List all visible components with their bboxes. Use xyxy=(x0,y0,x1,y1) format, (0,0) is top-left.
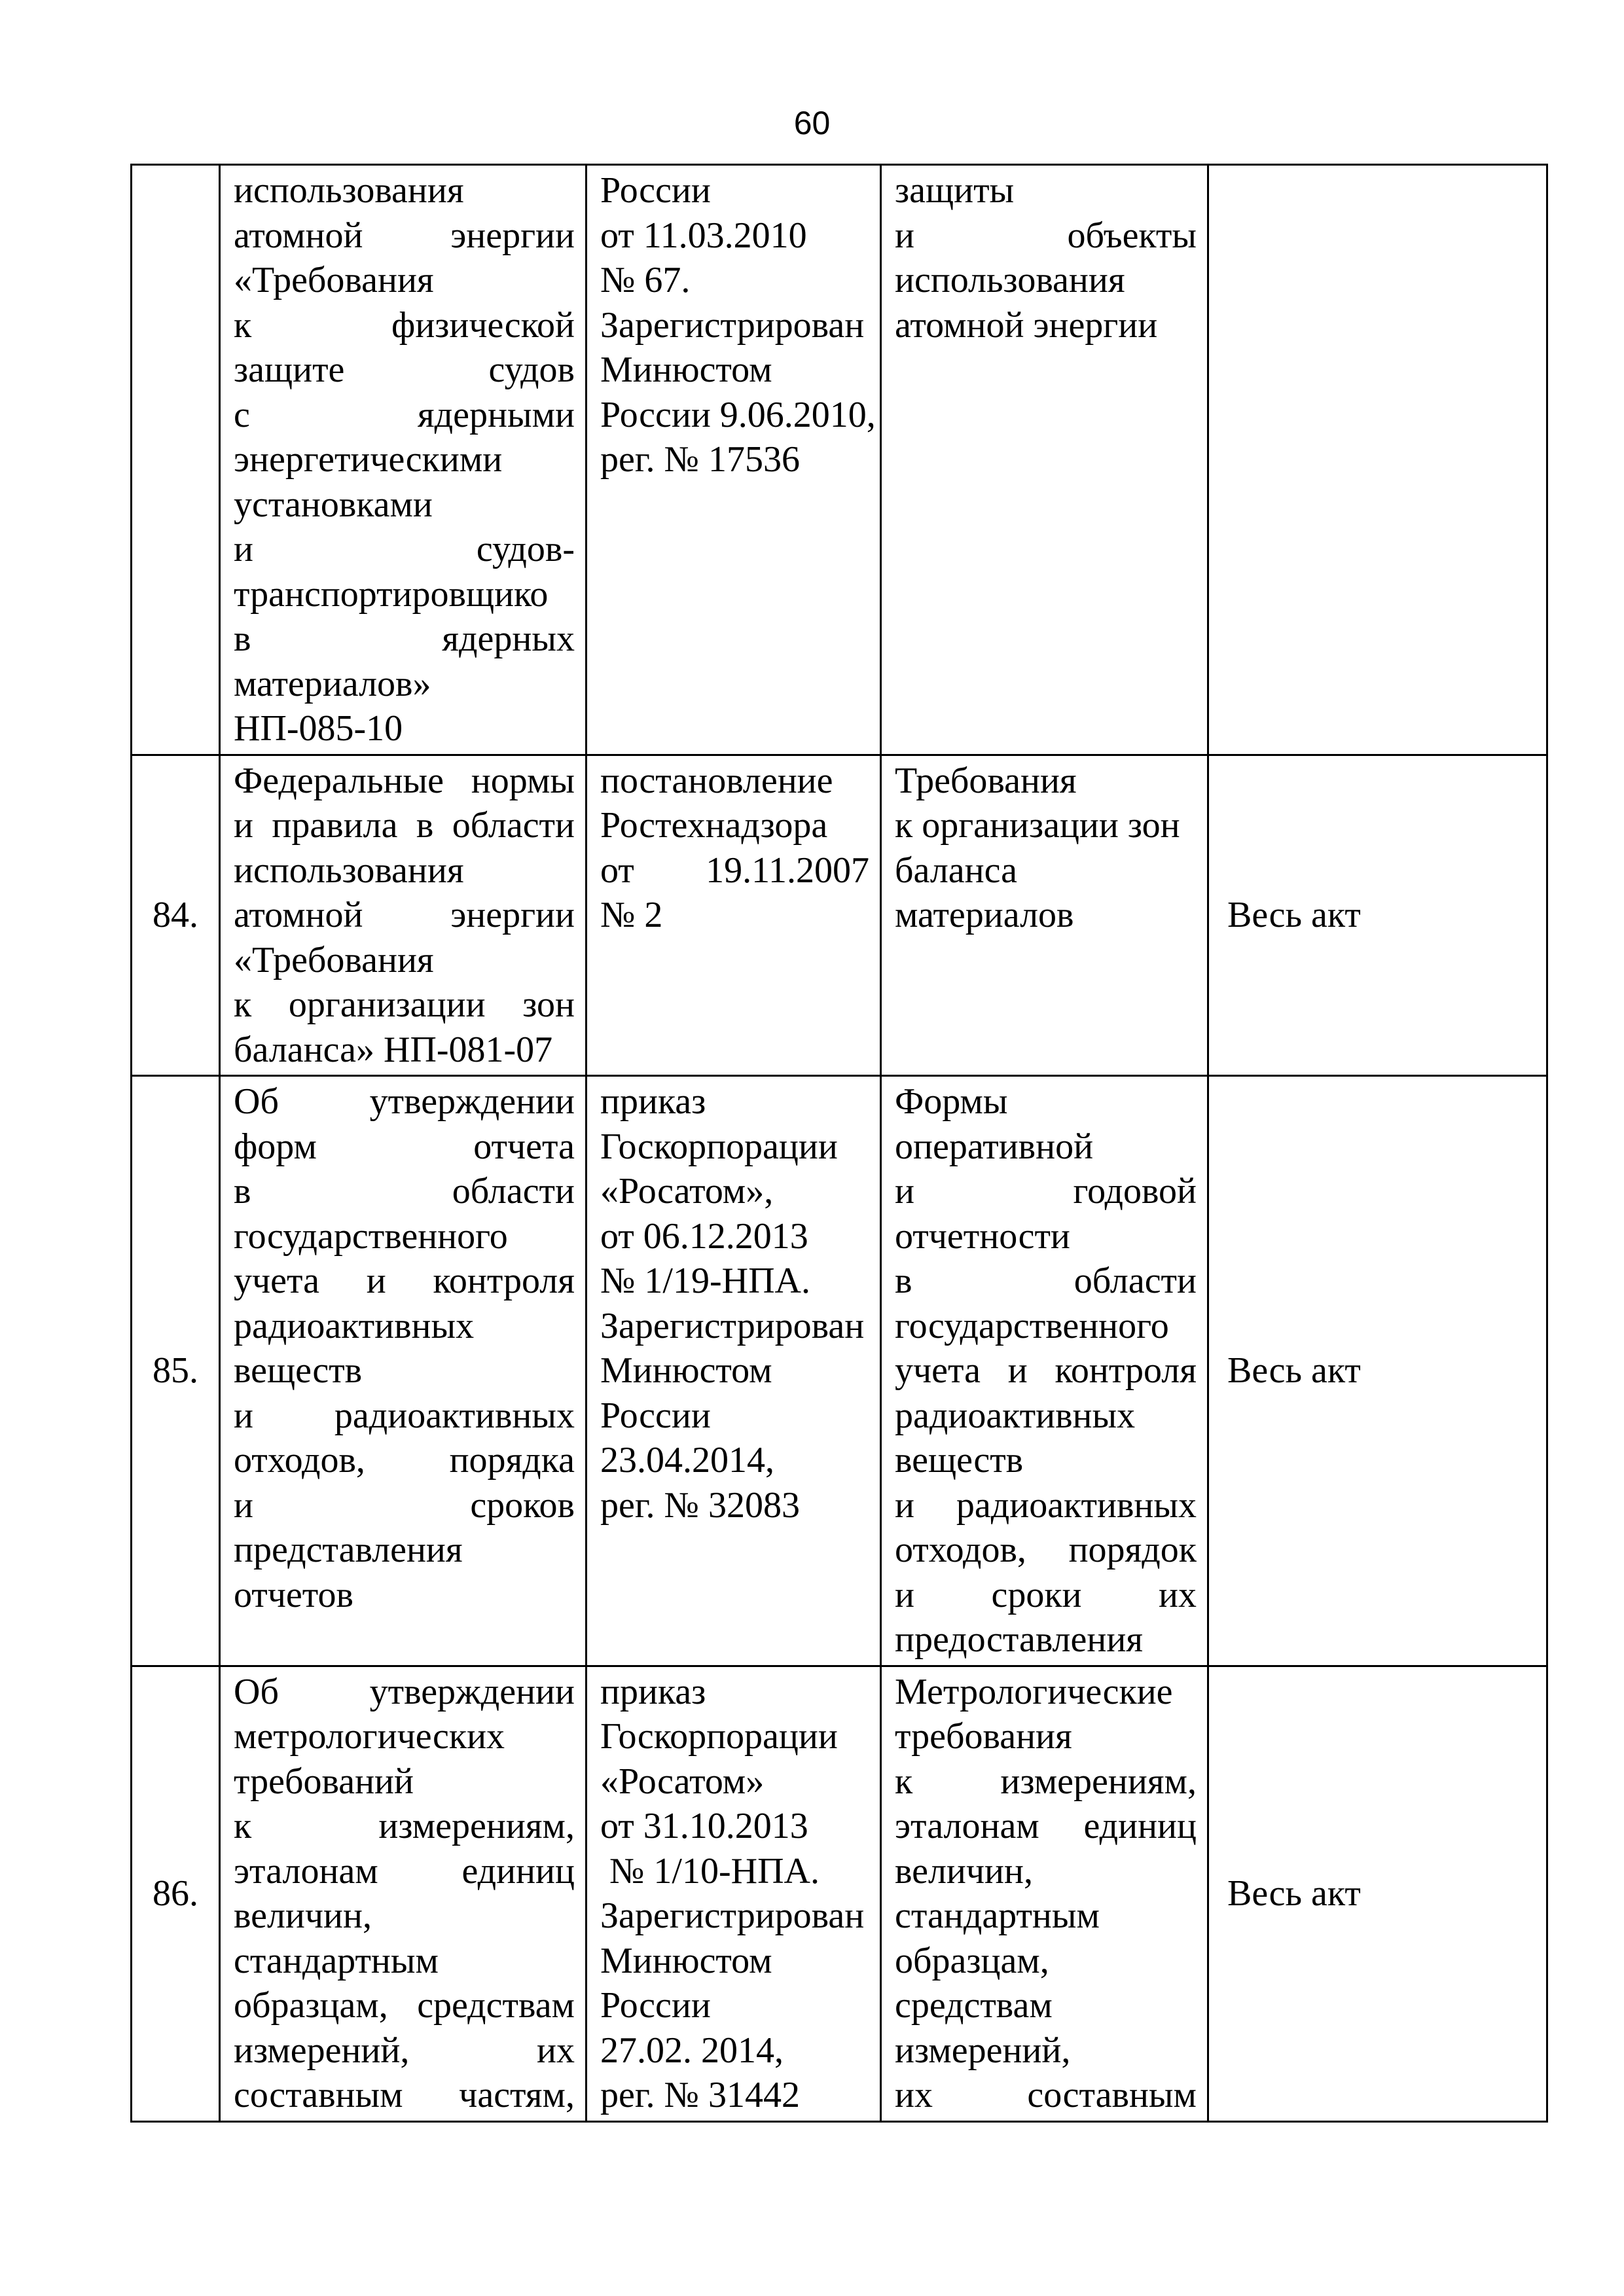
act-scope-cell xyxy=(1208,1076,1547,1666)
act-name-cell xyxy=(220,755,586,1076)
text-line: защите судов xyxy=(234,350,575,390)
text-line: и правила в области xyxy=(234,805,575,846)
text-line: составным частям, xyxy=(234,2075,575,2115)
text-line: радиоактивных xyxy=(234,1305,475,1346)
row-number: 86. xyxy=(153,1873,198,1914)
text-line: и годовой xyxy=(895,1171,1197,1211)
text-line: измерений, xyxy=(895,2030,1071,2071)
text-line: в области xyxy=(895,1261,1197,1301)
text-line: от 11.03.2010 xyxy=(600,215,807,256)
act-subject-text xyxy=(895,168,1197,348)
text-line: использования xyxy=(895,260,1125,300)
act-scope-cell xyxy=(1208,165,1547,755)
text-line: Об утверждении xyxy=(234,1081,575,1122)
act-requisites-text xyxy=(600,759,869,938)
text-line: радиоактивных xyxy=(895,1395,1136,1436)
text-line: и судов- xyxy=(234,529,575,569)
text-line: № 1/19-НПА. xyxy=(600,1261,810,1301)
text-line: эталонам единиц xyxy=(895,1806,1197,1846)
text-line: стандартным xyxy=(895,1895,1100,1936)
text-line: № 2 xyxy=(600,895,663,935)
text-line: и сроки их xyxy=(895,1574,1197,1615)
text-line: Метрологические xyxy=(895,1671,1173,1712)
text-line: средствам xyxy=(895,1985,1053,2026)
text-line: к организации зон xyxy=(234,984,575,1025)
table-row xyxy=(132,1666,1547,2121)
act-subject-cell xyxy=(881,165,1208,755)
text-line: постановление xyxy=(600,760,833,801)
text-line: Об утверждении xyxy=(234,1671,575,1712)
text-line: использования xyxy=(234,170,464,211)
text-line: баланса» НП-081-07 xyxy=(234,1029,553,1070)
text-line: метрологических xyxy=(234,1716,505,1757)
act-name-text xyxy=(234,1079,575,1617)
act-requisites-text xyxy=(600,1079,869,1528)
text-line: Минюстом xyxy=(600,350,772,390)
act-subject-text xyxy=(895,759,1197,938)
text-line: Минюстом xyxy=(600,1350,772,1391)
text-line: веществ xyxy=(234,1350,363,1391)
text-line: отходов, порядка xyxy=(234,1440,575,1480)
text-line: от 19.11.2007 xyxy=(600,850,869,891)
text-line: «Росатом» xyxy=(600,1761,765,1802)
row-number: 85. xyxy=(153,1350,198,1391)
text-line: России xyxy=(600,1985,711,2026)
text-line: Формы xyxy=(895,1081,1008,1122)
text-line: атомной энергии xyxy=(895,304,1158,346)
text-line: образцам, xyxy=(895,1940,1049,1981)
text-line: защиты xyxy=(895,170,1015,211)
text-line: «Росатом», xyxy=(600,1171,774,1211)
text-line: России 9.06.2010, xyxy=(600,394,876,435)
text-line: государственного xyxy=(895,1305,1169,1346)
act-name-cell xyxy=(220,165,586,755)
act-name-text xyxy=(234,759,575,1073)
text-line: измерений, их xyxy=(234,2030,575,2071)
act-subject-cell xyxy=(881,1666,1208,2121)
text-line: учета и контроля xyxy=(895,1350,1197,1391)
text-line: 27.02. 2014, xyxy=(600,2030,784,2071)
act-requisites-text xyxy=(600,168,876,482)
text-line: Минюстом xyxy=(600,1940,772,1981)
text-line: представления xyxy=(234,1530,463,1570)
text-line: с ядерными xyxy=(234,394,575,435)
row-number: 84. xyxy=(153,895,198,935)
text-line: материалов xyxy=(895,895,1074,935)
text-line: Зарегистрирован xyxy=(600,304,865,346)
text-line: «Требования xyxy=(234,260,434,300)
text-line: приказ xyxy=(600,1671,706,1712)
text-line: оперативной xyxy=(895,1126,1094,1167)
text-line: 23.04.2014, xyxy=(600,1440,774,1480)
act-name-cell xyxy=(220,1666,586,2121)
text-line: Ростехнадзора xyxy=(600,805,828,846)
text-line: государственного xyxy=(234,1215,508,1257)
text-line: отчетов xyxy=(234,1574,353,1615)
text-line: их составным xyxy=(895,2075,1197,2115)
text-line: рег. № 17536 xyxy=(600,439,800,480)
text-line: «Требования xyxy=(234,939,434,980)
text-line: в ядерных xyxy=(234,619,575,659)
text-line: от 06.12.2013 xyxy=(600,1215,808,1257)
text-line: атомной энергии xyxy=(234,215,575,256)
text-line: Зарегистрирован xyxy=(600,1895,865,1936)
act-scope: Весь акт xyxy=(1227,1873,1361,1914)
text-line: требования xyxy=(895,1716,1072,1757)
act-subject-text xyxy=(895,1670,1197,2118)
act-scope-cell xyxy=(1208,1666,1547,2121)
act-subject-cell xyxy=(881,1076,1208,1666)
text-line: от 31.10.2013 xyxy=(600,1806,808,1846)
text-line: требований xyxy=(234,1761,414,1802)
act-requisites-cell xyxy=(586,1076,881,1666)
row-number-cell xyxy=(132,1666,220,2121)
text-line: веществ xyxy=(895,1440,1024,1480)
text-line: и сроков xyxy=(234,1484,575,1526)
text-line: транспортировщико xyxy=(234,573,549,615)
text-line: баланса xyxy=(895,850,1018,891)
text-line: эталонам единиц xyxy=(234,1850,575,1892)
table-row xyxy=(132,1076,1547,1666)
text-line: стандартным xyxy=(234,1940,439,1981)
text-line: отходов, порядок xyxy=(895,1530,1197,1570)
text-line: форм отчета xyxy=(234,1126,575,1167)
text-line: рег. № 32083 xyxy=(600,1484,800,1526)
text-line: Требования xyxy=(895,760,1077,801)
act-name-text xyxy=(234,168,575,751)
acts-table xyxy=(130,164,1548,2123)
text-line: и объекты xyxy=(895,215,1197,256)
page-number: 60 xyxy=(793,105,831,141)
act-scope: Весь акт xyxy=(1227,895,1361,935)
text-line: атомной энергии xyxy=(234,895,575,935)
table-row xyxy=(132,755,1547,1076)
text-line: величин, xyxy=(234,1895,372,1936)
text-line: к измерениям, xyxy=(895,1761,1197,1802)
act-scope-cell xyxy=(1208,755,1547,1076)
text-line: Зарегистрирован xyxy=(600,1305,865,1346)
text-line: России xyxy=(600,170,711,211)
text-line: и радиоактивных xyxy=(895,1484,1197,1526)
text-line: материалов» xyxy=(234,663,431,704)
act-requisites-text xyxy=(600,1670,869,2118)
row-number-cell xyxy=(132,1076,220,1666)
act-requisites-cell xyxy=(586,755,881,1076)
row-number-cell xyxy=(132,755,220,1076)
text-line: использования xyxy=(234,850,464,891)
text-line: и радиоактивных xyxy=(234,1395,575,1436)
act-name-cell xyxy=(220,1076,586,1666)
act-requisites-cell xyxy=(586,1666,881,2121)
text-line: предоставления xyxy=(895,1619,1144,1660)
text-line: к физической xyxy=(234,304,575,346)
text-line: рег. № 31442 xyxy=(600,2075,800,2115)
text-line: в области xyxy=(234,1171,575,1211)
text-line: учета и контроля xyxy=(234,1261,575,1301)
table-row xyxy=(132,165,1547,755)
text-line: НП-085-10 xyxy=(234,708,403,749)
act-name-text xyxy=(234,1670,575,2118)
text-line: Госкорпорации xyxy=(600,1126,838,1167)
text-line: Госкорпорации xyxy=(600,1716,838,1757)
text-line: Федеральные нормы xyxy=(234,760,575,801)
text-line: установками xyxy=(234,484,433,525)
text-line: к измерениям, xyxy=(234,1806,575,1846)
act-subject-text xyxy=(895,1079,1197,1662)
text-line: приказ xyxy=(600,1081,706,1122)
row-number-cell xyxy=(132,165,220,755)
text-line: № 1/10-НПА. xyxy=(600,1850,820,1892)
act-requisites-cell xyxy=(586,165,881,755)
text-line: России xyxy=(600,1395,711,1436)
text-line: величин, xyxy=(895,1850,1033,1892)
act-scope: Весь акт xyxy=(1227,1350,1361,1391)
act-subject-cell xyxy=(881,755,1208,1076)
text-line: образцам, средствам xyxy=(234,1985,575,2026)
text-line: энергетическими xyxy=(234,439,503,480)
text-line: отчетности xyxy=(895,1215,1070,1257)
text-line: к организации зон xyxy=(895,805,1180,846)
text-line: № 67. xyxy=(600,260,691,300)
